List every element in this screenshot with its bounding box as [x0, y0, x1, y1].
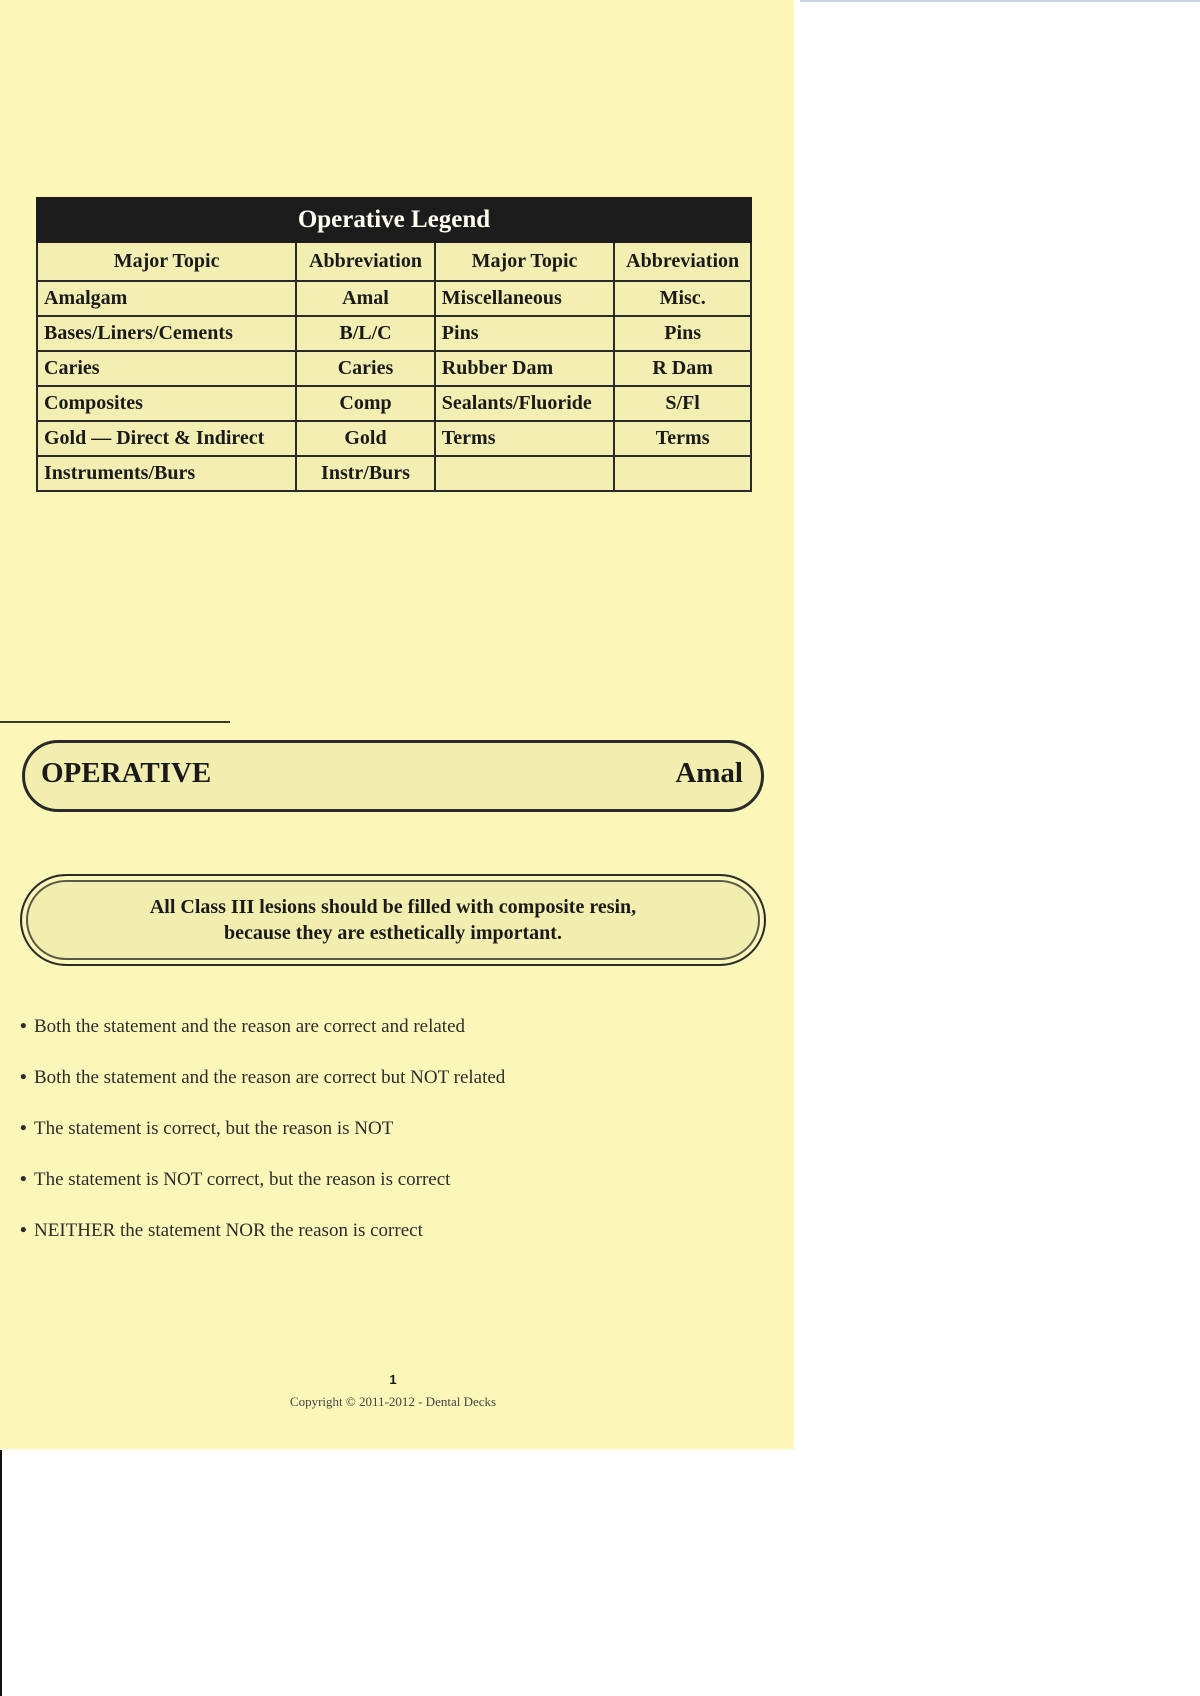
answer-option: [20, 1220, 505, 1271]
legend-topic-cell: Terms: [435, 421, 614, 456]
legend-abbrev-cell: Instr/Burs: [296, 456, 435, 491]
legend-topic-cell: Gold — Direct & Indirect: [37, 421, 296, 456]
legend-abbrev-cell: [614, 456, 751, 491]
legend-abbrev-cell: R Dam: [614, 351, 751, 386]
legend-abbrev-cell: Misc.: [614, 281, 751, 316]
bullet-icon: •: [20, 1016, 27, 1037]
category-label: OPERATIVE: [41, 757, 212, 789]
legend-header-cell: Major Topic: [37, 242, 296, 281]
legend-row: [37, 421, 751, 456]
legend-topic-cell: Sealants/Fluoride: [435, 386, 614, 421]
legend-row: [37, 386, 751, 421]
legend-topic-cell: Rubber Dam: [435, 351, 614, 386]
legend-abbrev-cell: B/L/C: [296, 316, 435, 351]
answer-option-text: Both the statement and the reason are correct but NOT related: [34, 1067, 506, 1088]
statement-line: because they are esthetically important.: [224, 922, 562, 944]
legend-header-cell: Abbreviation: [614, 242, 751, 281]
bullet-icon: •: [20, 1220, 27, 1241]
question-statement-box: [20, 874, 766, 966]
legend-header-cell: Abbreviation: [296, 242, 435, 281]
legend-row: [37, 351, 751, 386]
legend-topic-cell: Pins: [435, 316, 614, 351]
category-banner: [22, 740, 764, 812]
legend-topic-cell: Bases/Liners/Cements: [37, 316, 296, 351]
question-statement: [150, 894, 636, 946]
legend-header-cell: Major Topic: [435, 242, 614, 281]
legend-topic-cell: Instruments/Burs: [37, 456, 296, 491]
answer-options-list: [20, 1016, 505, 1271]
legend-title: Operative Legend: [37, 198, 751, 242]
bullet-icon: •: [20, 1067, 27, 1088]
page-number: 1: [389, 1372, 397, 1387]
fold-line: [0, 721, 230, 723]
legend-abbrev-cell: S/Fl: [614, 386, 751, 421]
legend-topic-cell: Composites: [37, 386, 296, 421]
legend-abbrev-cell: Gold: [296, 421, 435, 456]
legend-abbrev-cell: Comp: [296, 386, 435, 421]
legend-topic-cell: Caries: [37, 351, 296, 386]
answer-option: [20, 1169, 505, 1220]
answer-option-text: The statement is NOT correct, but the reason is correct: [34, 1169, 451, 1190]
legend-row: [37, 316, 751, 351]
legend-abbrev-cell: Pins: [614, 316, 751, 351]
bullet-icon: •: [20, 1169, 27, 1190]
scan-top-rule: [800, 0, 1200, 2]
legend-row: [37, 456, 751, 491]
legend-abbrev-cell: Terms: [614, 421, 751, 456]
legend-topic-cell: Miscellaneous: [435, 281, 614, 316]
answer-option: [20, 1016, 505, 1067]
legend-abbrev-cell: Caries: [296, 351, 435, 386]
scan-edge: [0, 1450, 2, 1696]
legend-topic-cell: Amalgam: [37, 281, 296, 316]
copyright-notice: Copyright © 2011-2012 - Dental Decks: [289, 1394, 497, 1409]
bullet-icon: •: [20, 1118, 27, 1139]
legend-row: [37, 281, 751, 316]
statement-line: All Class III lesions should be filled with composite resin,: [149, 896, 637, 918]
answer-option-text: NEITHER the statement NOR the reason is correct: [34, 1220, 423, 1241]
topic-abbreviation: Amal: [675, 757, 743, 789]
legend-header-row: [37, 242, 751, 281]
legend-abbrev-cell: Amal: [296, 281, 435, 316]
answer-option: [20, 1067, 505, 1118]
answer-option-text: The statement is correct, but the reason is NOT: [34, 1118, 394, 1139]
legend-topic-cell: [435, 456, 614, 491]
operative-legend-table: [36, 197, 752, 492]
answer-option-text: Both the statement and the reason are correct and related: [34, 1016, 465, 1037]
answer-option: [20, 1118, 505, 1169]
